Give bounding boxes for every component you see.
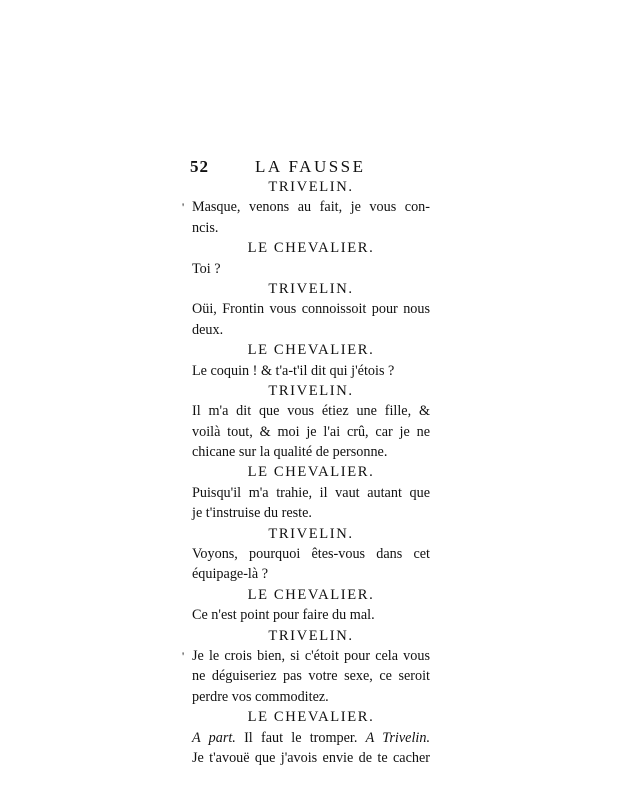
page-number: 52 [190,157,209,176]
speaker-name: TRIVELIN. [268,627,354,644]
speaker-name: TRIVELIN. [268,382,354,399]
speech-line: ne déguiseriez pas votre sexe, ce seroit [192,668,430,685]
speech-text: Masque, venons au fait, je vous con- [192,199,430,216]
speech-line: équipage-là ? [192,566,269,583]
speech-line [182,197,430,217]
speech-line: Puisqu'il m'a trahie, il vaut autant que [192,484,430,501]
speaker-name: TRIVELIN. [268,179,354,195]
speech-text: Il faut le tromper. [244,729,358,746]
speech-line: deux. [192,321,224,338]
speech-line: Oüi, Frontin vous connoissoit pour nous [192,301,430,318]
speech-line: Il m'a dit que vous étiez une fille, & [192,403,430,420]
speech-line: Ce n'est point pour faire du mal. [192,607,375,624]
speech-line [182,646,430,666]
stage-direction: A Trivelin. [365,729,430,746]
running-title: LA FAUSSE [255,157,366,176]
speech-line: Voyons, pourquoi êtes-vous dans cet [192,546,430,563]
speaker-name: LE CHEVALIER. [247,709,375,726]
speech-line: voilà tout, & moi je l'ai crû, car je ne [192,423,430,440]
page-header [190,157,440,179]
speech-line: Je t'avouë que j'avois envie de te cacher [192,749,430,766]
speaker-name: LE CHEVALIER. [247,342,375,359]
speech-line: je t'instruise du reste. [192,505,312,522]
play-text [182,177,430,768]
speaker-name: TRIVELIN. [268,280,354,297]
speech-line: perdre vos commoditez. [192,688,329,705]
speaker-name: LE CHEVALIER. [247,464,375,481]
stage-direction: A part. [192,729,236,746]
speech-text: Je le crois bien, si c'étoit pour cela vous [192,647,430,664]
speaker-name: TRIVELIN. [268,525,354,542]
speech-line: Toi ? [192,260,221,277]
speech-line: chicane sur la qualité de personne. [192,444,388,461]
stage-direction-line [192,728,430,748]
speech-line: Le coquin ! & t'a-t'il dit qui j'étois ? [192,362,395,379]
speaker-name: LE CHEVALIER. [247,586,375,603]
margin-mark: ' [182,648,185,663]
speech-line: ncis. [192,219,219,236]
margin-mark: ' [182,200,185,215]
speaker-name: LE CHEVALIER. [247,240,375,257]
